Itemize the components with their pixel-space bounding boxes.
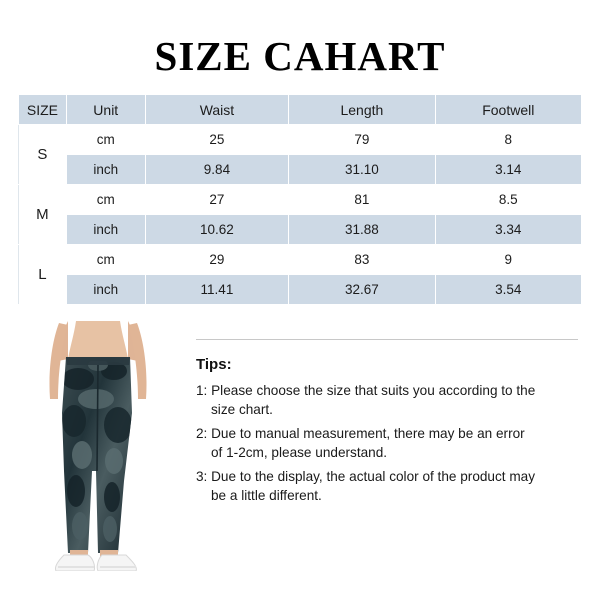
table-row bbox=[19, 185, 582, 215]
cell-waist: 27 bbox=[145, 185, 289, 215]
page-title: SIZE CAHART bbox=[154, 33, 446, 79]
cell-length: 32.67 bbox=[289, 275, 435, 305]
tip-item-1-line1: 1: Please choose the size that suits you according to the bbox=[196, 383, 536, 398]
table-row bbox=[19, 155, 582, 185]
cell-footwell: 3.14 bbox=[435, 155, 581, 185]
column-header-length: Length bbox=[289, 95, 435, 125]
table-header bbox=[19, 95, 582, 125]
table-body bbox=[19, 125, 582, 305]
tip-item-1 bbox=[196, 381, 578, 419]
product-photo bbox=[18, 321, 178, 571]
column-header-size: SIZE bbox=[19, 95, 67, 125]
tip-item-3-line2: be a little different. bbox=[211, 488, 322, 503]
column-header-waist: Waist bbox=[145, 95, 289, 125]
cell-waist: 9.84 bbox=[145, 155, 289, 185]
tips-heading: Tips: bbox=[196, 356, 232, 373]
column-header-footwell: Footwell bbox=[435, 95, 581, 125]
tips-panel bbox=[196, 339, 578, 510]
cell-length: 79 bbox=[289, 125, 435, 155]
lower-section bbox=[0, 321, 600, 571]
left-shoe bbox=[55, 555, 94, 571]
cell-footwell: 8.5 bbox=[435, 185, 581, 215]
cell-waist: 11.41 bbox=[145, 275, 289, 305]
tip-item-1-line2: size chart. bbox=[211, 402, 273, 417]
cell-length: 83 bbox=[289, 245, 435, 275]
tip-item-2-line1: 2: Due to manual measurement, there may be an error bbox=[196, 426, 525, 441]
cell-unit: inch bbox=[66, 155, 145, 185]
cell-unit: cm bbox=[66, 185, 145, 215]
cell-footwell: 9 bbox=[435, 245, 581, 275]
size-table-container bbox=[18, 94, 582, 305]
table-row bbox=[19, 245, 582, 275]
cell-footwell: 8 bbox=[435, 125, 581, 155]
cell-waist: 25 bbox=[145, 125, 289, 155]
tip-item-3 bbox=[196, 467, 578, 505]
cell-unit: cm bbox=[66, 125, 145, 155]
cell-length: 31.88 bbox=[289, 215, 435, 245]
cell-length: 31.10 bbox=[289, 155, 435, 185]
tip-item-3-line1: 3: Due to the display, the actual color of the product may bbox=[196, 469, 536, 484]
size-label-m: M bbox=[19, 185, 67, 245]
right-shoe bbox=[97, 555, 136, 571]
torso-shape bbox=[68, 321, 128, 359]
cell-unit: cm bbox=[66, 245, 145, 275]
cell-waist: 29 bbox=[145, 245, 289, 275]
tip-item-2-line2: of 1-2cm, please understand. bbox=[211, 445, 388, 460]
size-label-l: L bbox=[19, 245, 67, 305]
cell-unit: inch bbox=[66, 275, 145, 305]
model-illustration bbox=[18, 321, 178, 571]
size-label-s: S bbox=[19, 125, 67, 185]
size-chart-table bbox=[18, 94, 582, 305]
table-row bbox=[19, 215, 582, 245]
cell-waist: 10.62 bbox=[145, 215, 289, 245]
cell-unit: inch bbox=[66, 215, 145, 245]
cell-footwell: 3.54 bbox=[435, 275, 581, 305]
table-row bbox=[19, 275, 582, 305]
table-row bbox=[19, 125, 582, 155]
divider bbox=[196, 339, 578, 340]
table-header-row bbox=[19, 95, 582, 125]
column-header-unit: Unit bbox=[66, 95, 145, 125]
cell-length: 81 bbox=[289, 185, 435, 215]
tip-item-2 bbox=[196, 424, 578, 462]
cell-footwell: 3.34 bbox=[435, 215, 581, 245]
